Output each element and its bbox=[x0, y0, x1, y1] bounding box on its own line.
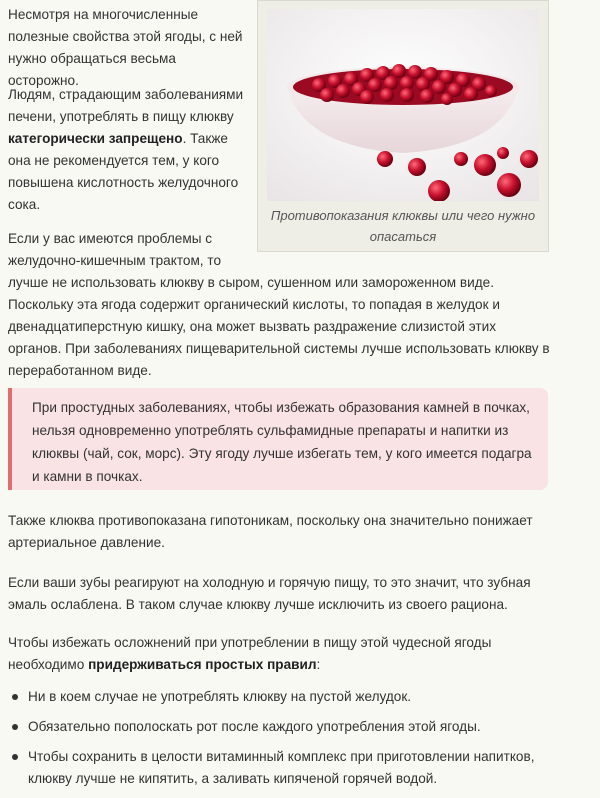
rule-text: Чтобы сохранить в целости витаминный комплекс при приготовлении напитков, клюкву лучше не кипятить, а заливать кипяченой горячей водой. bbox=[28, 749, 535, 786]
rules-list bbox=[0, 686, 560, 798]
liver-text-before: Людям, страдающим заболеваниями печени, употреблять в пищу клюкву bbox=[8, 87, 244, 124]
list-item bbox=[0, 716, 560, 738]
liver-bold-text: категорически запрещено bbox=[8, 131, 183, 146]
liver-text-after: . Также она не рекомендуется тем, у кого повышена кислотность желудочного сока. bbox=[8, 131, 239, 212]
teeth-paragraph bbox=[8, 572, 552, 616]
digestive-paragraph-rest bbox=[8, 272, 552, 382]
hypotension-text: Также клюква противопоказана гипотоникам, поскольку она значительно понижает артериальное давление. bbox=[8, 513, 533, 550]
digestive-text: лучше не использовать клюкву в сыром, сушенном или замороженном виде. Поскольку эта ягода содержит органический кислоты, то попадая в желудок и двенадцатиперстную кишку, она может вызвать раздражение слизистой этих органов. При заболеваниях пищеварительной системы лучше использовать клюкву в переработанном виде. bbox=[8, 275, 550, 378]
rule-text: Обязательно пополоскать рот после каждого употребления этой ягоды. bbox=[28, 719, 481, 734]
list-item bbox=[0, 686, 560, 708]
digestive-line-2: желудочно-кишечным трактом, то bbox=[8, 253, 221, 268]
figure-box bbox=[257, 0, 549, 252]
cranberry-photo bbox=[267, 9, 539, 201]
intro-paragraph bbox=[8, 4, 248, 92]
bullet-icon bbox=[12, 754, 18, 760]
rules-intro-text: Чтобы избежать осложнений при употреблении в пищу этой чудесной ягоды необходимо bbox=[8, 635, 492, 672]
teeth-text: Если ваши зубы реагируют на холодную и горячую пищу, то это значит, что зубная эмаль ослаблена. В таком случае клюкву лучше исключить из своего рациона. bbox=[8, 575, 531, 612]
list-item bbox=[0, 746, 560, 790]
digestive-line-1: Если у вас имеются проблемы с bbox=[8, 231, 213, 246]
rules-intro-paragraph bbox=[8, 632, 568, 676]
warning-callout bbox=[8, 388, 548, 490]
bullet-icon bbox=[12, 694, 18, 700]
rule-text: Ни в коем случае не употреблять клюкву на пустой желудок. bbox=[28, 689, 412, 704]
hypotension-paragraph bbox=[8, 510, 552, 554]
liver-paragraph bbox=[8, 84, 248, 216]
warning-text: При простудных заболеваниях, чтобы избежать образования камней в почках, нельзя одновременно употреблять сульфамидные препараты и напитки из клюквы (чай, сок, морс). Эту ягоду лучше избегать тем, у кого имеется подагра и камни в почках. bbox=[32, 400, 532, 484]
rules-intro-bold: придерживаться простых правил bbox=[88, 657, 317, 672]
bullet-icon bbox=[12, 724, 18, 730]
digestive-paragraph-start bbox=[8, 228, 248, 272]
intro-text: Несмотря на многочисленные полезные свойства этой ягоды, с ней нужно обращаться весьма осторожно. bbox=[8, 7, 243, 88]
cranberry-bowl-image bbox=[267, 9, 539, 201]
figure-caption: Противопоказания клюквы или чего нужно опасаться bbox=[270, 208, 536, 244]
rules-intro-colon: : bbox=[316, 657, 321, 672]
